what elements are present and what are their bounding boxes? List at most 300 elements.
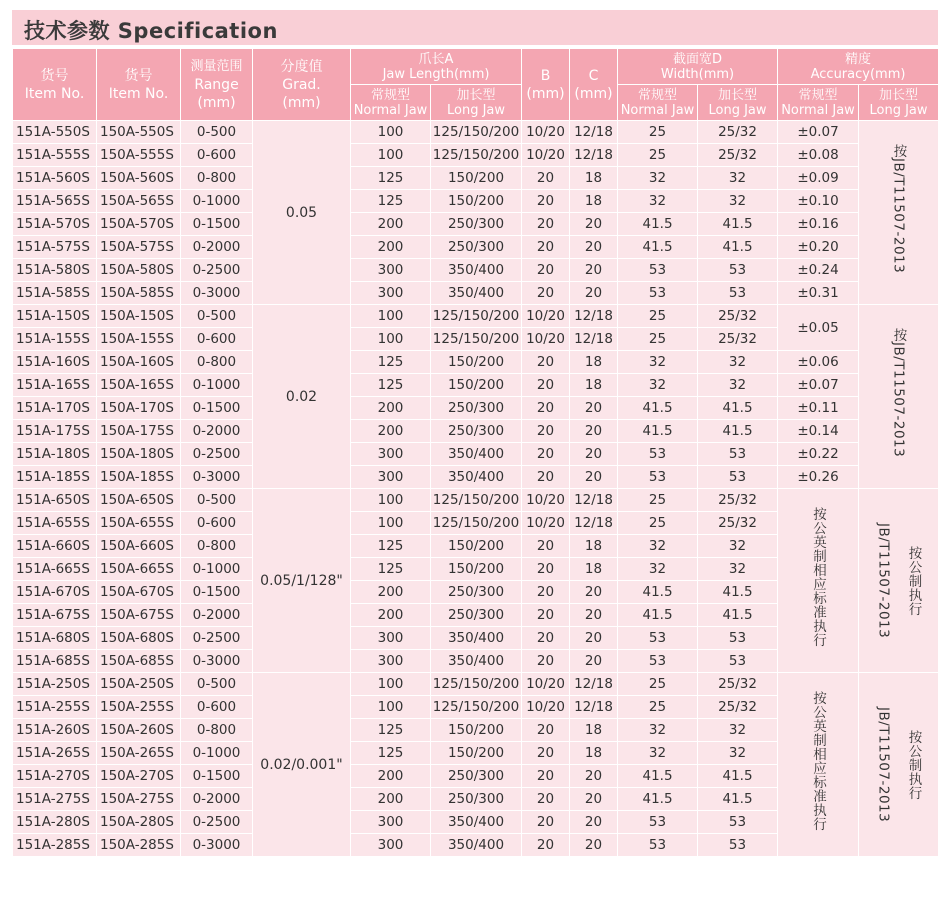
width-long-cell: 25/32 xyxy=(698,696,778,719)
width-normal-cell: 32 xyxy=(618,719,698,742)
jaw-normal-cell: 125 xyxy=(351,742,431,765)
c-cell: 18 xyxy=(570,374,618,397)
jaw-normal-cell: 300 xyxy=(351,466,431,489)
col-accuracy xyxy=(778,49,939,85)
item-no-2: 150A-580S xyxy=(97,259,181,282)
jaw-long-cell: 350/400 xyxy=(431,811,522,834)
item-no-2: 150A-260S xyxy=(97,719,181,742)
item-no-2: 150A-275S xyxy=(97,788,181,811)
item-no-2: 150A-570S xyxy=(97,213,181,236)
item-no-1: 151A-660S xyxy=(13,535,97,558)
col-jaw-long-cn: 加长型 xyxy=(456,87,496,103)
width-long-cell: 25/32 xyxy=(698,489,778,512)
item-no-2: 150A-285S xyxy=(97,834,181,857)
accuracy-normal-note xyxy=(778,673,859,857)
c-cell: 12/18 xyxy=(570,144,618,167)
c-cell: 18 xyxy=(570,351,618,374)
range-cell: 0-3000 xyxy=(181,650,253,673)
jaw-normal-cell: 125 xyxy=(351,374,431,397)
item-no-2: 150A-270S xyxy=(97,765,181,788)
item-no-2: 150A-565S xyxy=(97,190,181,213)
jaw-long-cell: 125/150/200 xyxy=(431,305,522,328)
width-normal-cell: 25 xyxy=(618,489,698,512)
width-long-cell: 25/32 xyxy=(698,144,778,167)
item-no-1: 151A-675S xyxy=(13,604,97,627)
b-cell: 20 xyxy=(522,742,570,765)
col-accuracy-normal-cn: 常规型 xyxy=(798,87,838,103)
range-cell: 0-2500 xyxy=(181,627,253,650)
jaw-normal-cell: 100 xyxy=(351,305,431,328)
col-item-no-1-cn: 货号 xyxy=(40,67,69,84)
accuracy-normal-cell: ±0.31 xyxy=(778,282,859,305)
jaw-long-cell: 150/200 xyxy=(431,167,522,190)
jaw-normal-cell: 200 xyxy=(351,788,431,811)
accuracy-normal-note-text: 按公英制相应标准执行 xyxy=(810,691,827,831)
jaw-long-cell: 150/200 xyxy=(431,719,522,742)
col-width-normal-cn: 常规型 xyxy=(638,87,678,103)
width-normal-cell: 32 xyxy=(618,742,698,765)
item-no-1: 151A-550S xyxy=(13,121,97,144)
jaw-normal-cell: 100 xyxy=(351,489,431,512)
col-range-unit: (mm) xyxy=(197,94,236,111)
page-title: 技术参数 Specification xyxy=(24,19,278,43)
spec-table-body xyxy=(13,121,939,857)
range-cell: 0-800 xyxy=(181,535,253,558)
width-long-cell: 41.5 xyxy=(698,397,778,420)
jaw-long-cell: 250/300 xyxy=(431,765,522,788)
width-normal-cell: 25 xyxy=(618,305,698,328)
range-cell: 0-1500 xyxy=(181,213,253,236)
range-cell: 0-600 xyxy=(181,696,253,719)
jaw-normal-cell: 100 xyxy=(351,328,431,351)
col-b-label: B xyxy=(540,67,551,84)
b-cell: 20 xyxy=(522,811,570,834)
item-no-1: 151A-580S xyxy=(13,259,97,282)
width-long-cell: 41.5 xyxy=(698,581,778,604)
width-long-cell: 53 xyxy=(698,834,778,857)
jaw-normal-cell: 100 xyxy=(351,673,431,696)
width-normal-cell: 32 xyxy=(618,351,698,374)
width-normal-cell: 53 xyxy=(618,811,698,834)
accuracy-normal-cell: ±0.22 xyxy=(778,443,859,466)
grad-cell: 0.05/1/128" xyxy=(253,489,351,673)
range-cell: 0-1000 xyxy=(181,742,253,765)
width-long-cell: 25/32 xyxy=(698,673,778,696)
grad-cell: 0.05 xyxy=(253,121,351,305)
width-normal-cell: 25 xyxy=(618,696,698,719)
jaw-long-cell: 125/150/200 xyxy=(431,673,522,696)
table-row xyxy=(13,443,939,466)
accuracy-long-note xyxy=(859,673,939,857)
c-cell: 18 xyxy=(570,719,618,742)
b-cell: 20 xyxy=(522,282,570,305)
range-cell: 0-500 xyxy=(181,305,253,328)
c-cell: 18 xyxy=(570,535,618,558)
c-cell: 20 xyxy=(570,765,618,788)
col-jaw-length-en: Jaw Length(mm) xyxy=(382,66,490,82)
accuracy-long-note xyxy=(859,121,939,305)
item-no-1: 151A-260S xyxy=(13,719,97,742)
range-cell: 0-1500 xyxy=(181,397,253,420)
table-row xyxy=(13,213,939,236)
table-row xyxy=(13,374,939,397)
c-cell: 20 xyxy=(570,420,618,443)
b-cell: 20 xyxy=(522,397,570,420)
item-no-1: 151A-160S xyxy=(13,351,97,374)
item-no-1: 151A-655S xyxy=(13,512,97,535)
accuracy-normal-cell: ±0.07 xyxy=(778,374,859,397)
item-no-1: 151A-565S xyxy=(13,190,97,213)
c-cell: 20 xyxy=(570,650,618,673)
item-no-1: 151A-170S xyxy=(13,397,97,420)
item-no-2: 150A-655S xyxy=(97,512,181,535)
table-row xyxy=(13,489,939,512)
col-width-long-en: Long Jaw xyxy=(708,102,767,118)
accuracy-long-note-text: 按JB/T11507-2013 xyxy=(890,144,907,274)
col-grad-unit: (mm) xyxy=(282,94,321,111)
c-cell: 20 xyxy=(570,282,618,305)
item-no-2: 150A-685S xyxy=(97,650,181,673)
item-no-2: 150A-550S xyxy=(97,121,181,144)
range-cell: 0-1000 xyxy=(181,374,253,397)
width-normal-cell: 41.5 xyxy=(618,397,698,420)
width-long-cell: 32 xyxy=(698,190,778,213)
table-row xyxy=(13,466,939,489)
jaw-long-cell: 150/200 xyxy=(431,535,522,558)
jaw-long-cell: 125/150/200 xyxy=(431,144,522,167)
range-cell: 0-3000 xyxy=(181,282,253,305)
item-no-1: 151A-280S xyxy=(13,811,97,834)
width-long-cell: 53 xyxy=(698,443,778,466)
jaw-normal-cell: 125 xyxy=(351,719,431,742)
width-long-cell: 53 xyxy=(698,282,778,305)
jaw-long-cell: 250/300 xyxy=(431,604,522,627)
col-item-no-1-en: Item No. xyxy=(24,85,85,102)
b-cell: 10/20 xyxy=(522,696,570,719)
item-no-1: 151A-665S xyxy=(13,558,97,581)
item-no-2: 150A-180S xyxy=(97,443,181,466)
width-long-cell: 32 xyxy=(698,535,778,558)
range-cell: 0-600 xyxy=(181,512,253,535)
b-cell: 20 xyxy=(522,420,570,443)
jaw-long-cell: 250/300 xyxy=(431,788,522,811)
jaw-normal-cell: 125 xyxy=(351,558,431,581)
item-no-2: 150A-650S xyxy=(97,489,181,512)
range-cell: 0-500 xyxy=(181,121,253,144)
jaw-normal-cell: 300 xyxy=(351,650,431,673)
item-no-2: 150A-175S xyxy=(97,420,181,443)
width-normal-cell: 32 xyxy=(618,558,698,581)
width-normal-cell: 41.5 xyxy=(618,581,698,604)
accuracy-long-note-text: 按JB/T11507-2013 xyxy=(890,328,907,458)
range-cell: 0-2000 xyxy=(181,788,253,811)
range-cell: 0-500 xyxy=(181,489,253,512)
item-no-1: 151A-570S xyxy=(13,213,97,236)
range-cell: 0-600 xyxy=(181,328,253,351)
width-long-cell: 32 xyxy=(698,167,778,190)
item-no-2: 150A-160S xyxy=(97,351,181,374)
table-row xyxy=(13,282,939,305)
width-normal-cell: 32 xyxy=(618,167,698,190)
item-no-2: 150A-150S xyxy=(97,305,181,328)
c-cell: 20 xyxy=(570,236,618,259)
col-jaw-length-cn: 爪长A xyxy=(418,51,454,67)
width-long-cell: 53 xyxy=(698,627,778,650)
accuracy-normal-cell: ±0.09 xyxy=(778,167,859,190)
col-width-cn: 截面宽D xyxy=(673,51,723,67)
width-long-cell: 32 xyxy=(698,742,778,765)
title-bar xyxy=(12,10,938,45)
range-cell: 0-1000 xyxy=(181,558,253,581)
accuracy-normal-cell: ±0.08 xyxy=(778,144,859,167)
range-cell: 0-2500 xyxy=(181,811,253,834)
jaw-long-cell: 250/300 xyxy=(431,420,522,443)
c-cell: 12/18 xyxy=(570,305,618,328)
jaw-long-cell: 250/300 xyxy=(431,236,522,259)
col-c xyxy=(570,49,618,121)
b-cell: 20 xyxy=(522,167,570,190)
width-normal-cell: 25 xyxy=(618,512,698,535)
jaw-normal-cell: 100 xyxy=(351,144,431,167)
b-cell: 20 xyxy=(522,259,570,282)
width-normal-cell: 41.5 xyxy=(618,420,698,443)
c-cell: 20 xyxy=(570,604,618,627)
range-cell: 0-2500 xyxy=(181,443,253,466)
spec-table xyxy=(12,48,939,857)
c-cell: 12/18 xyxy=(570,696,618,719)
table-row xyxy=(13,167,939,190)
col-jaw-normal xyxy=(351,85,431,121)
b-cell: 10/20 xyxy=(522,121,570,144)
width-normal-cell: 53 xyxy=(618,259,698,282)
col-accuracy-normal xyxy=(778,85,859,121)
col-item-no-1 xyxy=(13,49,97,121)
item-no-1: 151A-270S xyxy=(13,765,97,788)
accuracy-normal-cell: ±0.07 xyxy=(778,121,859,144)
item-no-2: 150A-560S xyxy=(97,167,181,190)
item-no-1: 151A-560S xyxy=(13,167,97,190)
jaw-normal-cell: 300 xyxy=(351,834,431,857)
b-cell: 20 xyxy=(522,558,570,581)
jaw-normal-cell: 300 xyxy=(351,282,431,305)
col-grad-en: Grad. xyxy=(282,76,321,93)
jaw-normal-cell: 125 xyxy=(351,535,431,558)
col-grad xyxy=(253,49,351,121)
width-long-cell: 25/32 xyxy=(698,328,778,351)
c-cell: 20 xyxy=(570,466,618,489)
col-range-cn: 测量范围 xyxy=(190,58,243,74)
b-cell: 20 xyxy=(522,604,570,627)
item-no-2: 150A-185S xyxy=(97,466,181,489)
jaw-normal-cell: 300 xyxy=(351,443,431,466)
item-no-2: 150A-665S xyxy=(97,558,181,581)
width-normal-cell: 53 xyxy=(618,443,698,466)
width-long-cell: 41.5 xyxy=(698,788,778,811)
width-long-cell: 32 xyxy=(698,719,778,742)
item-no-2: 150A-675S xyxy=(97,604,181,627)
item-no-2: 150A-265S xyxy=(97,742,181,765)
item-no-1: 151A-585S xyxy=(13,282,97,305)
b-cell: 20 xyxy=(522,190,570,213)
c-cell: 18 xyxy=(570,742,618,765)
table-row xyxy=(13,259,939,282)
jaw-normal-cell: 300 xyxy=(351,811,431,834)
item-no-1: 151A-265S xyxy=(13,742,97,765)
range-cell: 0-500 xyxy=(181,673,253,696)
range-cell: 0-800 xyxy=(181,167,253,190)
jaw-normal-cell: 200 xyxy=(351,397,431,420)
width-long-cell: 32 xyxy=(698,374,778,397)
item-no-2: 150A-660S xyxy=(97,535,181,558)
item-no-1: 151A-255S xyxy=(13,696,97,719)
col-jaw-long xyxy=(431,85,522,121)
width-long-cell: 25/32 xyxy=(698,121,778,144)
jaw-normal-cell: 100 xyxy=(351,696,431,719)
width-long-cell: 53 xyxy=(698,811,778,834)
width-long-cell: 25/32 xyxy=(698,512,778,535)
jaw-normal-cell: 100 xyxy=(351,512,431,535)
table-row xyxy=(13,305,939,328)
item-no-2: 150A-680S xyxy=(97,627,181,650)
col-accuracy-en: Accuracy(mm) xyxy=(810,66,906,82)
width-normal-cell: 25 xyxy=(618,328,698,351)
table-row xyxy=(13,673,939,696)
width-long-cell: 32 xyxy=(698,558,778,581)
c-cell: 12/18 xyxy=(570,121,618,144)
b-cell: 20 xyxy=(522,788,570,811)
width-long-cell: 25/32 xyxy=(698,305,778,328)
c-cell: 12/18 xyxy=(570,328,618,351)
jaw-normal-cell: 200 xyxy=(351,581,431,604)
item-no-1: 151A-250S xyxy=(13,673,97,696)
c-cell: 18 xyxy=(570,190,618,213)
jaw-long-cell: 150/200 xyxy=(431,190,522,213)
width-long-cell: 41.5 xyxy=(698,236,778,259)
range-cell: 0-3000 xyxy=(181,834,253,857)
range-cell: 0-600 xyxy=(181,144,253,167)
b-cell: 20 xyxy=(522,581,570,604)
accuracy-long-note-b: JB/T11507-2013 xyxy=(875,522,892,639)
col-accuracy-long-cn: 加长型 xyxy=(879,87,919,103)
width-long-cell: 41.5 xyxy=(698,213,778,236)
width-normal-cell: 32 xyxy=(618,374,698,397)
c-cell: 12/18 xyxy=(570,489,618,512)
jaw-long-cell: 250/300 xyxy=(431,397,522,420)
item-no-1: 151A-275S xyxy=(13,788,97,811)
item-no-1: 151A-555S xyxy=(13,144,97,167)
col-accuracy-long-en: Long Jaw xyxy=(869,102,928,118)
jaw-long-cell: 125/150/200 xyxy=(431,696,522,719)
width-normal-cell: 53 xyxy=(618,282,698,305)
c-cell: 20 xyxy=(570,213,618,236)
b-cell: 10/20 xyxy=(522,673,570,696)
range-cell: 0-800 xyxy=(181,719,253,742)
accuracy-normal-cell: ±0.11 xyxy=(778,397,859,420)
accuracy-long-note xyxy=(859,489,939,673)
width-normal-cell: 25 xyxy=(618,673,698,696)
item-no-2: 150A-280S xyxy=(97,811,181,834)
item-no-2: 150A-575S xyxy=(97,236,181,259)
width-normal-cell: 41.5 xyxy=(618,788,698,811)
width-normal-cell: 41.5 xyxy=(618,604,698,627)
c-cell: 12/18 xyxy=(570,512,618,535)
col-grad-cn: 分度值 xyxy=(280,58,323,75)
table-row xyxy=(13,121,939,144)
c-cell: 20 xyxy=(570,834,618,857)
item-no-2: 150A-555S xyxy=(97,144,181,167)
c-cell: 18 xyxy=(570,558,618,581)
width-normal-cell: 53 xyxy=(618,834,698,857)
jaw-normal-cell: 125 xyxy=(351,351,431,374)
jaw-long-cell: 150/200 xyxy=(431,374,522,397)
range-cell: 0-3000 xyxy=(181,466,253,489)
accuracy-normal-cell: ±0.26 xyxy=(778,466,859,489)
item-no-2: 150A-670S xyxy=(97,581,181,604)
item-no-1: 151A-685S xyxy=(13,650,97,673)
col-c-unit: (mm) xyxy=(574,85,613,102)
accuracy-normal-cell: ±0.06 xyxy=(778,351,859,374)
width-normal-cell: 41.5 xyxy=(618,236,698,259)
table-row xyxy=(13,236,939,259)
b-cell: 20 xyxy=(522,351,570,374)
c-cell: 18 xyxy=(570,167,618,190)
table-row xyxy=(13,351,939,374)
col-jaw-normal-en: Normal Jaw xyxy=(353,102,428,118)
jaw-long-cell: 125/150/200 xyxy=(431,489,522,512)
item-no-1: 151A-680S xyxy=(13,627,97,650)
accuracy-normal-cell: ±0.20 xyxy=(778,236,859,259)
col-jaw-length xyxy=(351,49,522,85)
jaw-long-cell: 125/150/200 xyxy=(431,328,522,351)
col-item-no-2 xyxy=(97,49,181,121)
range-cell: 0-800 xyxy=(181,351,253,374)
col-range-en: Range xyxy=(194,76,239,93)
accuracy-normal-note-text: 按公英制相应标准执行 xyxy=(810,507,827,647)
width-normal-cell: 41.5 xyxy=(618,765,698,788)
item-no-1: 151A-150S xyxy=(13,305,97,328)
item-no-2: 150A-165S xyxy=(97,374,181,397)
c-cell: 20 xyxy=(570,788,618,811)
jaw-normal-cell: 200 xyxy=(351,604,431,627)
width-normal-cell: 41.5 xyxy=(618,213,698,236)
b-cell: 20 xyxy=(522,213,570,236)
range-cell: 0-1000 xyxy=(181,190,253,213)
item-no-2: 150A-255S xyxy=(97,696,181,719)
jaw-long-cell: 250/300 xyxy=(431,581,522,604)
jaw-normal-cell: 300 xyxy=(351,259,431,282)
jaw-long-cell: 250/300 xyxy=(431,213,522,236)
col-width-en: Width(mm) xyxy=(660,66,735,82)
grad-cell: 0.02 xyxy=(253,305,351,489)
c-cell: 20 xyxy=(570,581,618,604)
col-accuracy-cn: 精度 xyxy=(845,51,872,67)
b-cell: 10/20 xyxy=(522,328,570,351)
accuracy-normal-note xyxy=(778,489,859,673)
b-cell: 20 xyxy=(522,443,570,466)
width-normal-cell: 53 xyxy=(618,650,698,673)
width-normal-cell: 32 xyxy=(618,535,698,558)
width-long-cell: 53 xyxy=(698,466,778,489)
b-cell: 20 xyxy=(522,834,570,857)
jaw-long-cell: 150/200 xyxy=(431,742,522,765)
range-cell: 0-1500 xyxy=(181,765,253,788)
jaw-long-cell: 350/400 xyxy=(431,282,522,305)
c-cell: 20 xyxy=(570,443,618,466)
c-cell: 20 xyxy=(570,811,618,834)
b-cell: 20 xyxy=(522,466,570,489)
jaw-long-cell: 350/400 xyxy=(431,650,522,673)
jaw-long-cell: 350/400 xyxy=(431,259,522,282)
